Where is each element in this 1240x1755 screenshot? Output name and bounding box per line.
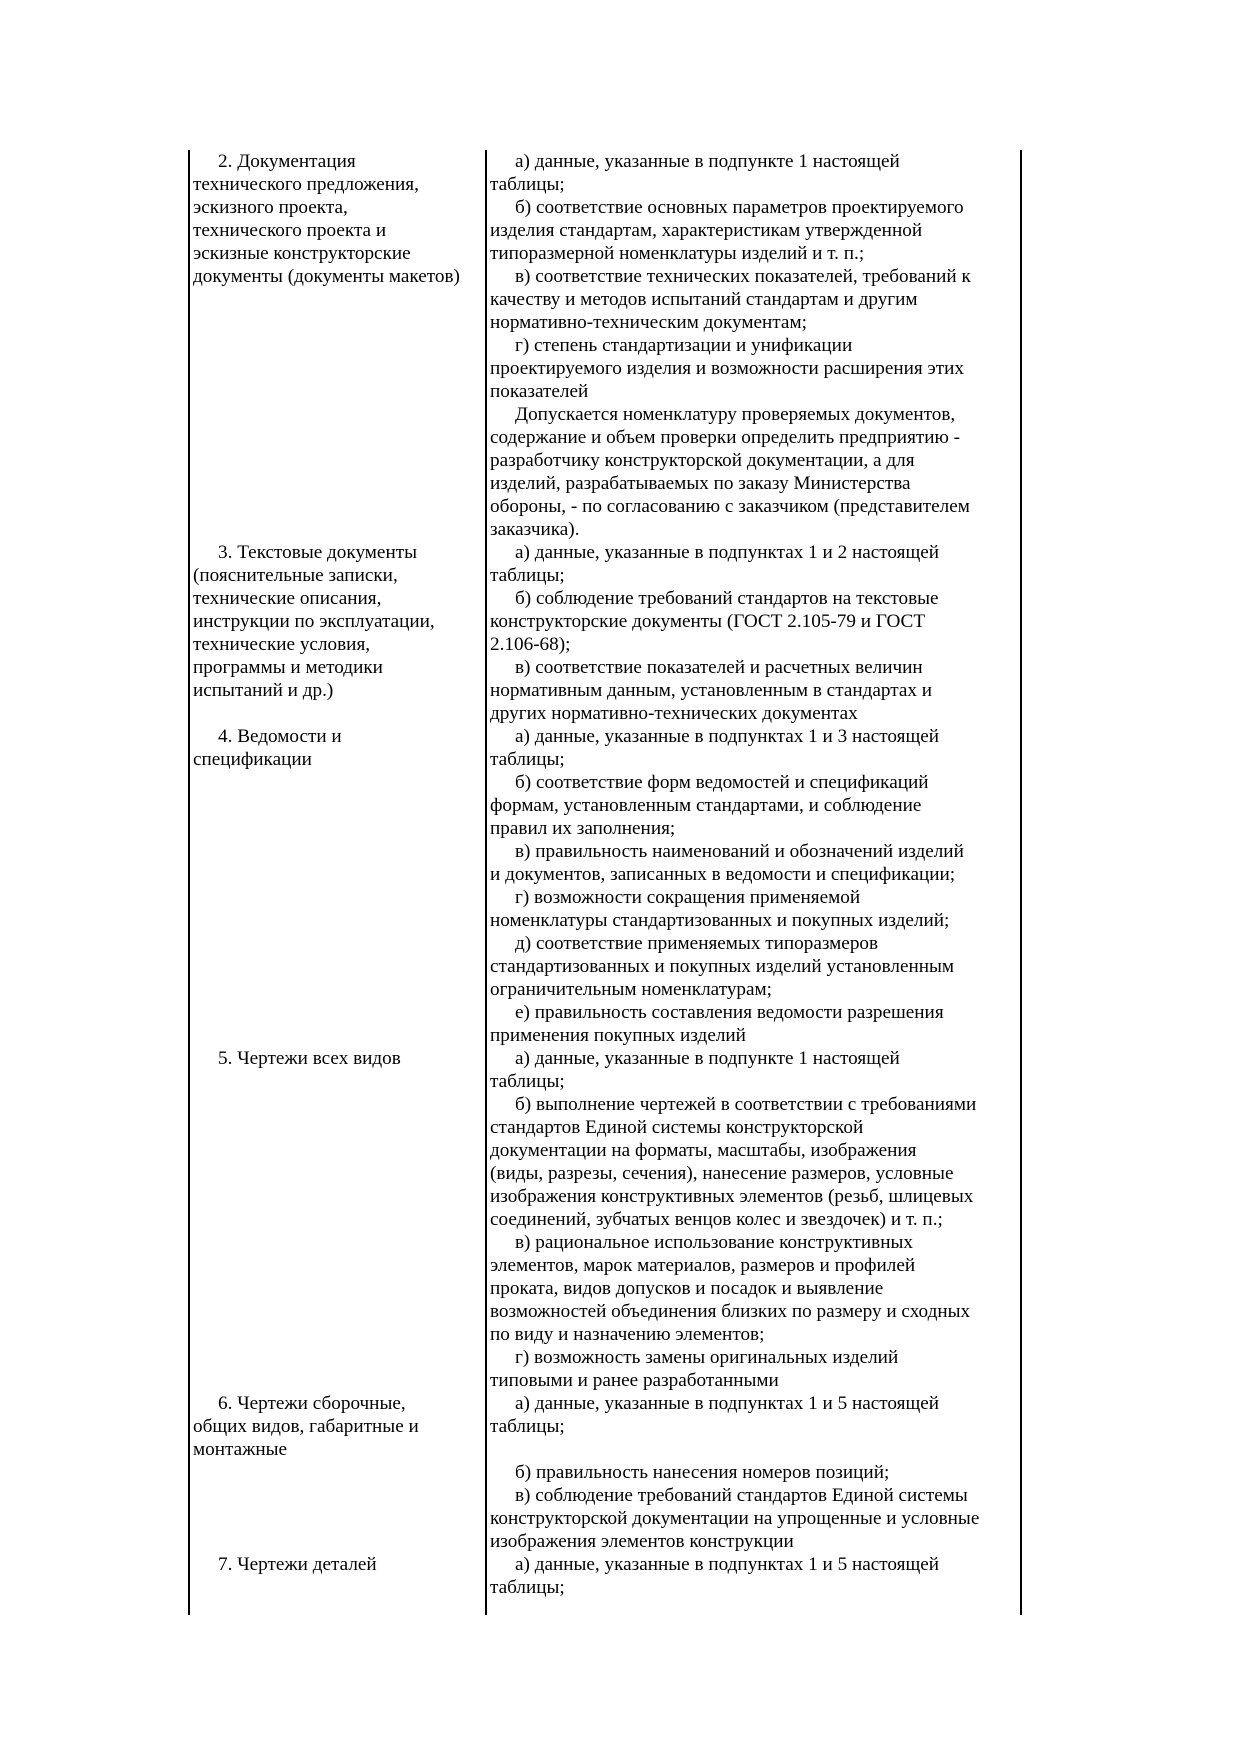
document-type-line: 5. Чертежи всех видов xyxy=(218,1048,401,1069)
document-type-line: эскизные конструкторские xyxy=(193,243,411,264)
check-requirement-line: проката, видов допусков и посадок и выявление xyxy=(490,1278,884,1299)
check-requirement-line: типоразмерной номенклатуры изделий и т. п.; xyxy=(490,243,865,264)
check-requirement-line: ограничительным номенклатурам; xyxy=(490,979,773,1000)
document-type-cell xyxy=(193,1553,479,1576)
check-requirement-line: в) рациональное использование конструктивных xyxy=(515,1232,913,1253)
check-requirement-line: е) правильность составления ведомости разрешения xyxy=(515,1002,944,1023)
check-requirement-line: а) данные, указанные в подпунктах 1 и 2 настоящей xyxy=(515,542,940,563)
check-requirement-line: типовыми и ранее разработанными xyxy=(490,1370,779,1391)
check-requirement-line: правил их заполнения; xyxy=(490,818,676,839)
document-type-line: общих видов, габаритные и xyxy=(193,1416,419,1437)
document-type-line: технического предложения, xyxy=(193,174,419,195)
check-requirement-line: по виду и назначению элементов; xyxy=(490,1324,765,1345)
check-requirement-line: соединений, зубчатых венцов колес и звездочек) и т. п.; xyxy=(490,1209,943,1230)
document-type-line: 6. Чертежи сборочные, xyxy=(218,1393,406,1414)
document-type-line: 4. Ведомости и xyxy=(218,726,342,747)
check-requirement-line: таблицы; xyxy=(490,749,565,770)
check-requirement-line: таблицы; xyxy=(490,1416,565,1437)
document-type-line: инструкции по эксплуатации, xyxy=(193,611,435,632)
check-requirement-line: д) соответствие применяемых типоразмеров xyxy=(515,933,879,954)
document-type-cell xyxy=(193,541,479,702)
check-requirement-line: изделия стандартам, характеристикам утвержденной xyxy=(490,220,923,241)
document-type-line: технические условия, xyxy=(193,634,371,655)
check-requirement-line: конструкторские документы (ГОСТ 2.105-79 и ГОСТ xyxy=(490,611,926,632)
document-type-line: 7. Чертежи деталей xyxy=(218,1554,377,1575)
blank-line xyxy=(490,1438,1016,1461)
check-requirement-line: а) данные, указанные в подпункте 1 настоящей xyxy=(515,151,900,172)
check-requirement-line: содержание и объем проверки определить предприятию - xyxy=(490,427,961,448)
check-requirements-cell xyxy=(490,150,1016,541)
document-type-cell xyxy=(193,1047,479,1070)
check-requirement-line: формам, установленным стандартами, и соблюдение xyxy=(490,795,922,816)
document-type-cell xyxy=(193,150,479,288)
check-requirement-line: изображения элементов конструкции xyxy=(490,1531,794,1552)
check-requirement-line: таблицы; xyxy=(490,174,565,195)
check-requirement-line: б) соответствие основных параметров проектируемого xyxy=(515,197,964,218)
check-requirement-line: б) соответствие форм ведомостей и спецификаций xyxy=(515,772,929,793)
check-requirement-line: в) соответствие показателей и расчетных величин xyxy=(515,657,923,678)
check-requirement-line: применения покупных изделий xyxy=(490,1025,746,1046)
check-requirement-line: и документов, записанных в ведомости и спецификации; xyxy=(490,864,956,885)
document-type-line: эскизного проекта, xyxy=(193,197,348,218)
document-type-line: спецификации xyxy=(193,749,312,770)
check-requirement-line: показателей xyxy=(490,381,589,402)
document-type-line: 3. Текстовые документы xyxy=(218,542,417,563)
table-body xyxy=(188,150,1018,1615)
check-requirement-line: номенклатуры стандартизованных и покупных изделий; xyxy=(490,910,950,931)
check-requirement-line: нормативным данным, установленным в стандартах и xyxy=(490,680,933,701)
check-requirement-line: таблицы; xyxy=(490,1577,565,1598)
check-requirement-line: разработчику конструкторской документации, а для xyxy=(490,450,915,471)
check-requirement-line: других нормативно-технических документах xyxy=(490,703,858,724)
check-requirement-line: возможностей объединения близких по размеру и сходных xyxy=(490,1301,971,1322)
document-type-line: монтажные xyxy=(193,1439,288,1460)
check-requirement-line: обороны, - по согласованию с заказчиком (представителем xyxy=(490,496,970,517)
document-type-line: программы и методики xyxy=(193,657,383,678)
check-requirement-line: элементов, марок материалов, размеров и профилей xyxy=(490,1255,916,1276)
check-requirement-line: Допускается номенклатуру проверяемых документов, xyxy=(515,404,956,425)
check-requirement-line: в) правильность наименований и обозначений изделий xyxy=(515,841,964,862)
document-type-cell xyxy=(193,1392,479,1461)
document-type-line: испытаний и др.) xyxy=(193,680,334,701)
check-requirement-line: г) возможности сокращения применяемой xyxy=(515,887,861,908)
document-type-line: технические описания, xyxy=(193,588,382,609)
check-requirement-line: а) данные, указанные в подпунктах 1 и 5 настоящей xyxy=(515,1393,940,1414)
check-requirement-line: таблицы; xyxy=(490,565,565,586)
document-type-line: (пояснительные записки, xyxy=(193,565,398,586)
check-requirement-line: а) данные, указанные в подпункте 1 настоящей xyxy=(515,1048,900,1069)
check-requirement-line: в) соблюдение требований стандартов Единой системы xyxy=(515,1485,968,1506)
document-type-line: 2. Документация xyxy=(218,151,356,172)
check-requirement-line: нормативно-техническим документам; xyxy=(490,312,807,333)
document-type-cell xyxy=(193,725,479,771)
check-requirement-line: стандартов Единой системы конструкторской xyxy=(490,1117,864,1138)
check-requirement-line: изображения конструктивных элементов (резьб, шлицевых xyxy=(490,1186,974,1207)
check-requirement-line: б) соблюдение требований стандартов на текстовые xyxy=(515,588,939,609)
check-requirement-line: стандартизованных и покупных изделий установленным xyxy=(490,956,955,977)
check-requirement-line: в) соответствие технических показателей, требований к xyxy=(515,266,971,287)
document-type-line: документы (документы макетов) xyxy=(193,266,460,287)
check-requirement-line: г) возможность замены оригинальных изделий xyxy=(515,1347,899,1368)
check-requirement-line: конструкторской документации на упрощенные и условные xyxy=(490,1508,980,1529)
check-requirement-line: заказчика). xyxy=(490,519,580,540)
check-requirement-line: документации на форматы, масштабы, изображения xyxy=(490,1140,917,1161)
check-requirement-line: а) данные, указанные в подпунктах 1 и 5 настоящей xyxy=(515,1554,940,1575)
check-requirement-line: качеству и методов испытаний стандартам и другим xyxy=(490,289,918,310)
check-requirements-cell xyxy=(490,541,1016,725)
document-type-line: технического проекта и xyxy=(193,220,387,241)
check-requirement-line: таблицы; xyxy=(490,1071,565,1092)
check-requirements-cell xyxy=(490,1392,1016,1553)
check-requirement-line: а) данные, указанные в подпунктах 1 и 3 настоящей xyxy=(515,726,940,747)
check-requirement-line: 2.106-68); xyxy=(490,634,571,655)
check-requirement-line: проектируемого изделия и возможности расширения этих xyxy=(490,358,965,379)
check-requirement-line: б) правильность нанесения номеров позиций; xyxy=(515,1462,890,1483)
check-requirements-cell xyxy=(490,1553,1016,1599)
check-requirement-line: изделий, разрабатываемых по заказу Министерства xyxy=(490,473,911,494)
check-requirements-cell xyxy=(490,1047,1016,1392)
check-requirement-line: б) выполнение чертежей в соответствии с требованиями xyxy=(515,1094,977,1115)
check-requirement-line: (виды, разрезы, сечения), нанесение размеров, условные xyxy=(490,1163,954,1184)
check-requirements-cell xyxy=(490,725,1016,1047)
check-requirement-line: г) степень стандартизации и унификации xyxy=(515,335,853,356)
